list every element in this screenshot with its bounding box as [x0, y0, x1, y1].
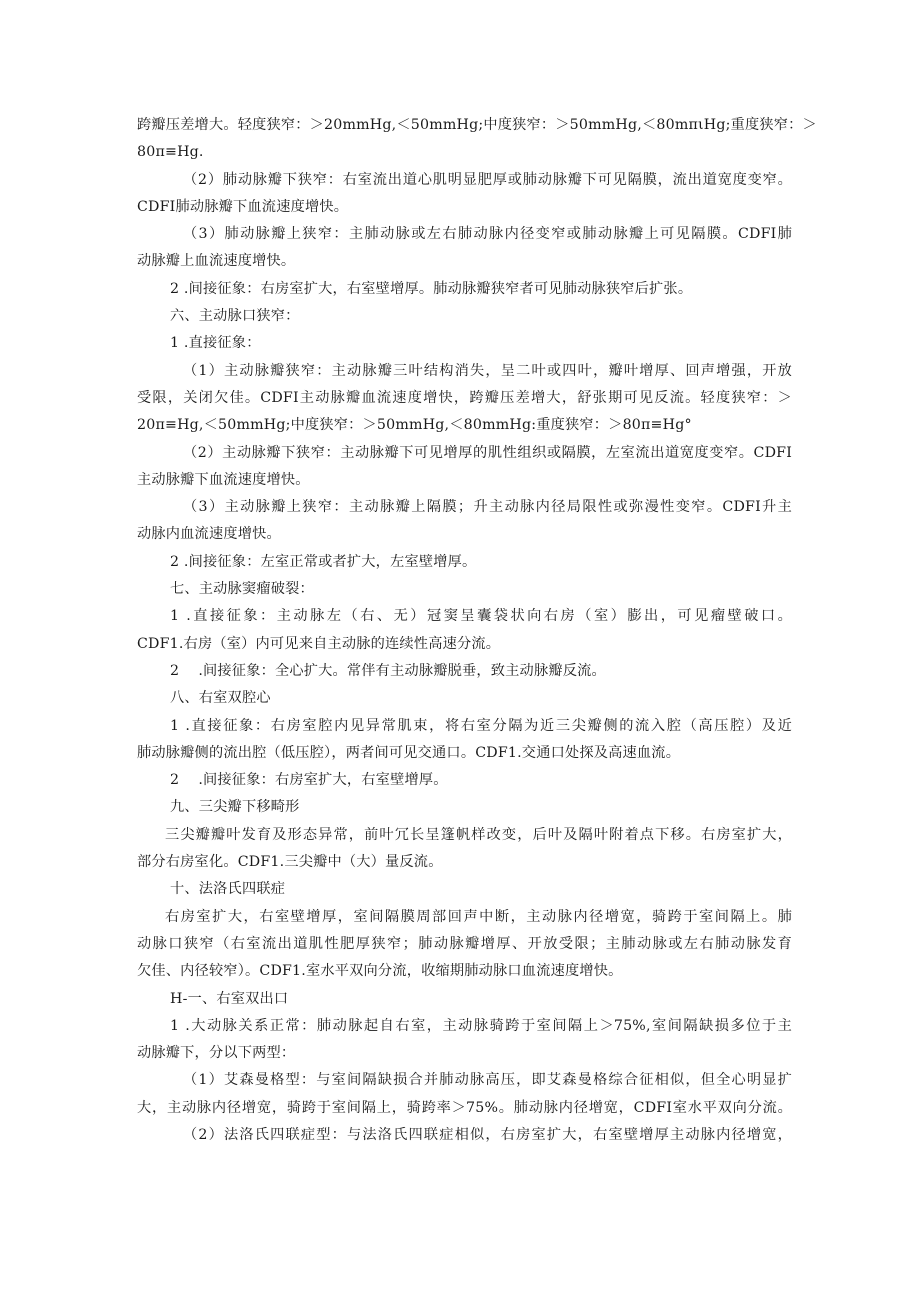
text-line: 2 .间接征象：全心扩大。常伴有主动脉瓣脱垂，致主动脉瓣反流。 [170, 662, 606, 679]
text-line: （3）肺动脉瓣上狭窄：主肺动脉或左右肺动脉内径变窄或肺动脉瓣上可见隔膜。CDFI肺 [183, 226, 792, 243]
section-heading: 七、主动脉窦瘤破裂： [170, 581, 314, 598]
text-line: 动脉瓣下，分以下两型： [137, 1045, 296, 1062]
text-line: 80π≡Hg. [137, 144, 204, 161]
text-line: 1 .直接征象： [170, 335, 261, 352]
text-line: （2）肺动脉瓣下狭窄：右室流出道心肌明显肥厚或肺动脉瓣下可见隔膜，流出道宽度变窄。 [183, 171, 792, 188]
text-line: 右房室扩大，右室壁增厚，室间隔膜周部回声中断，主动脉内径增宽，骑跨于室间隔上。肺 [165, 908, 792, 925]
text-line: CDFI肺动脉瓣下血流速度增快。 [137, 198, 349, 215]
section-heading: 六、主动脉口狭窄： [170, 308, 300, 325]
text-line: （1）主动脉瓣狭窄：主动脉瓣三叶结构消失，呈二叶或四叶，瓣叶增厚、回声增强，开放 [183, 362, 792, 379]
section-heading: 九、三尖瓣下移畸形 [170, 799, 300, 816]
section-heading: H-一、右室双出口 [170, 990, 289, 1007]
text-line: 2 .间接征象：左室正常或者扩大，左室壁增厚。 [170, 553, 477, 570]
text-line: （3）主动脉瓣上狭窄：主动脉瓣上隔膜；升主动脉内径局限性或弥漫性变窄。CDFI升主 [183, 499, 792, 516]
text-line: 1 .大动脉关系正常：肺动脉起自右室，主动脉骑跨于室间隔上＞75%,室间隔缺损多位于主 [170, 1017, 792, 1034]
text-line: 欠佳、内径较窄）。CDF1.室水平双向分流，收缩期肺动脉口血流速度增快。 [137, 963, 623, 980]
text-line: 2 .间接征象：右房室扩大，右室壁增厚。 [170, 772, 448, 789]
text-line: 跨瓣压差增大。轻度狭窄：＞20mmHg,＜50mmHg;中度狭窄：＞50mmHg,＜80mπιHg;重度狭窄：＞ [137, 117, 817, 133]
text-line: 动脉内血流速度增快。 [137, 526, 281, 543]
text-line: 动脉口狭窄（右室流出道肌性肥厚狭窄；肺动脉瓣增厚、开放受限；主肺动脉或左右肺动脉发育 [137, 935, 792, 952]
text-line: 三尖瓣瓣叶发育及形态异常，前叶冗长呈篷帆样改变，后叶及隔叶附着点下移。右房室扩大， [165, 826, 792, 843]
text-line: 受限，关闭欠佳。CDFI主动脉瓣血流速度增快，跨瓣压差增大，舒张期可见反流。轻度狭窄：＞ [137, 389, 792, 406]
text-line: 2 .间接征象：右房室扩大，右室壁增厚。肺动脉瓣狭窄者可见肺动脉狭窄后扩张。 [170, 280, 693, 297]
text-line: （1）艾森曼格型：与室间隔缺损合并肺动脉高压，即艾森曼格综合征相似，但全心明显扩 [183, 1072, 792, 1089]
text-line: 主动脉瓣下血流速度增快。 [137, 471, 310, 488]
text-line: CDF1.右房（室）内可见来自主动脉的连续性高速分流。 [137, 635, 501, 652]
text-line: 1 .直接征象：右房室腔内见异常肌束，将右室分隔为近三尖瓣侧的流入腔（高压腔）及近 [170, 717, 792, 734]
text-line: 动脉瓣上血流速度增快。 [137, 253, 296, 270]
text-line: 大，主动脉内径增宽，骑跨于室间隔上，骑跨率＞75%。肺动脉内径增宽，CDFI室水平双向分流。 [137, 1099, 792, 1116]
text-line: 20π≡Hg,＜50mmHg;中度狭窄：＞50mmHg,＜80mmHg:重度狭窄：＞80π≡Hg° [137, 417, 692, 434]
text-line: （2）法洛氏四联症型：与法洛氏四联症相似，右房室扩大，右室壁增厚主动脉内径增宽， [183, 1126, 792, 1143]
section-heading: 八、右室双腔心 [170, 690, 271, 707]
text-line: （2）主动脉瓣下狭窄：主动脉瓣下可见增厚的肌性组织或隔膜，左室流出道宽度变窄。CDFI [183, 444, 792, 461]
section-heading: 十、法洛氏四联症 [170, 881, 286, 898]
text-line: 1 .直接征象：主动脉左（右、无）冠窦呈囊袋状向右房（室）膨出，可见瘤壁破口。 [170, 608, 792, 625]
text-line: 肺动脉瓣侧的流出腔（低压腔），两者间可见交通口。CDF1.交通口处探及高速血流。 [137, 744, 681, 761]
document-page [137, 112, 817, 1149]
text-line: 部分右房室化。CDF1.三尖瓣中（大）量反流。 [137, 854, 443, 871]
